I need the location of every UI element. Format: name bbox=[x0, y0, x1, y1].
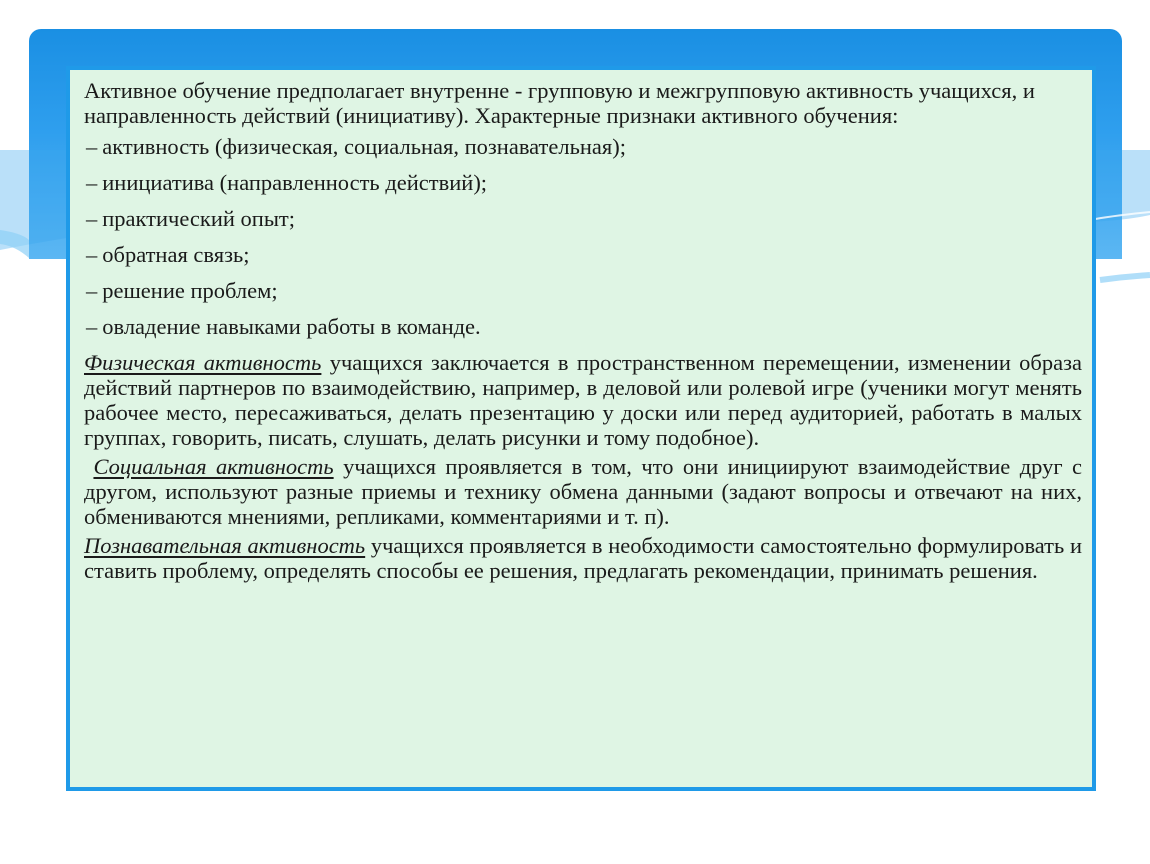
list-item bbox=[84, 314, 1082, 339]
dash: – bbox=[86, 278, 98, 303]
list-item bbox=[84, 242, 1082, 267]
list-item-text: практический опыт; bbox=[102, 206, 296, 231]
physical-activity-paragraph bbox=[84, 350, 1082, 450]
paragraph-text: учащихся проявляется в необходимости самостоятельно формулировать и ставить проблему, определять способы ее решения, предлагать рекомендации, принимать решения. bbox=[84, 533, 1082, 583]
intro-paragraph: Активное обучение предполагает внутренне - групповую и межгрупповую активность учащихся, и направленность действий (инициативу). Характерные признаки активного обучения: bbox=[84, 78, 1035, 128]
paragraph-text: учащихся проявляется в том, что они инициируют взаимодействие друг с другом, используют разные приемы и технику обмена данными (задают вопросы и отвечают на них, обмениваются мнениями, репликами, комментариями и т. п). bbox=[84, 454, 1083, 529]
list-item-text: активность (физическая, социальная, познавательная); bbox=[102, 134, 626, 159]
dash: – bbox=[86, 242, 98, 267]
term-physical: Физическая активность bbox=[84, 350, 322, 375]
text-box bbox=[66, 66, 1096, 791]
list-item bbox=[84, 278, 1082, 303]
list-item-text: решение проблем; bbox=[102, 278, 278, 303]
dash: – bbox=[86, 134, 98, 159]
term-cognitive: Познавательная активность bbox=[84, 533, 366, 558]
dash: – bbox=[86, 314, 98, 339]
list-item-text: обратная связь; bbox=[102, 242, 250, 267]
cognitive-activity-paragraph bbox=[84, 533, 1082, 583]
dash: – bbox=[86, 170, 98, 195]
term-social: Социальная активность bbox=[93, 454, 334, 479]
list-item bbox=[84, 206, 1082, 231]
list-item bbox=[84, 170, 1082, 195]
features-list bbox=[84, 134, 1082, 339]
social-activity-paragraph bbox=[84, 454, 1082, 529]
list-item bbox=[84, 134, 1082, 159]
list-item-text: инициатива (направленность действий); bbox=[102, 170, 488, 195]
dash: – bbox=[86, 206, 98, 231]
paragraph-text: учащихся заключается в пространственном перемещении, изменении образа действий партнеров по взаимодействию, например, в деловой или ролевой игре (ученики могут менять рабочее место, пересаживаться, делать презентацию у доски или перед аудиторией, работать в малых группах, говорить, писать, слушать, делать рисунки и тому подобное). bbox=[84, 350, 1082, 450]
list-item-text: овладение навыками работы в команде. bbox=[102, 314, 481, 339]
